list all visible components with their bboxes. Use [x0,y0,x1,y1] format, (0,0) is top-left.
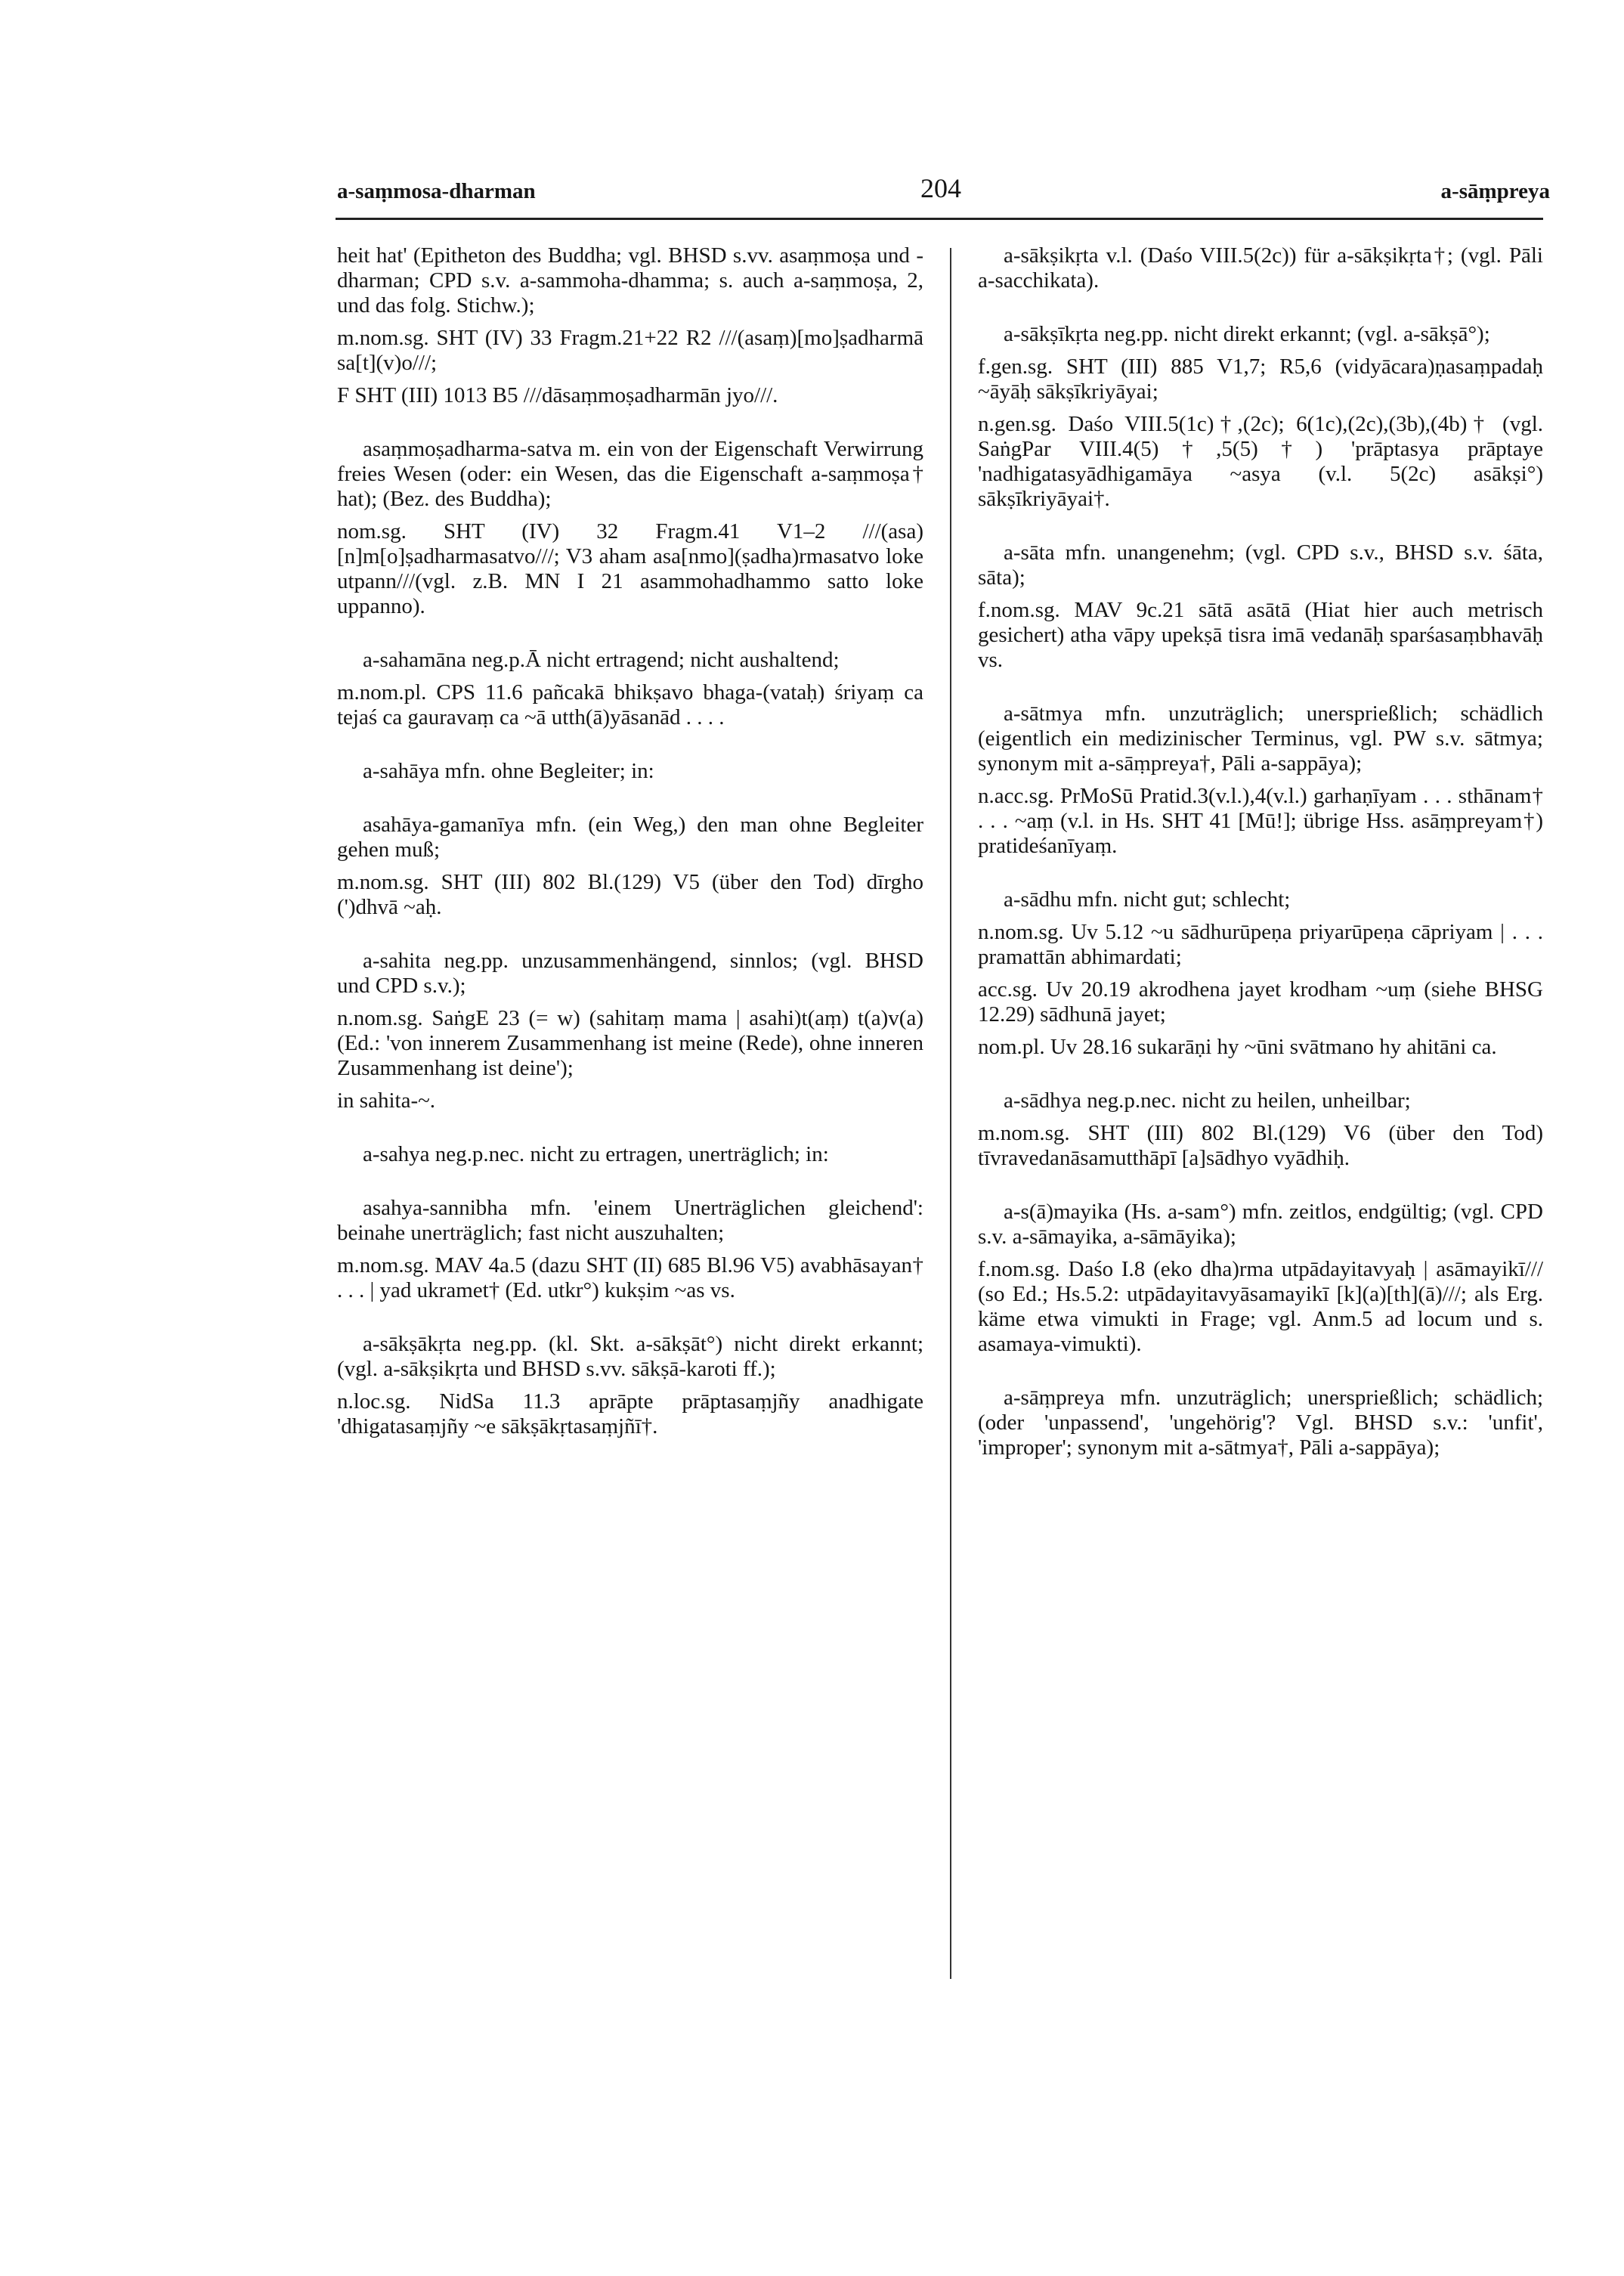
dictionary-entry-head-left: asahya-sannibha mfn. 'einem Unerträglichen gleichend': beinahe unerträglich; fast nicht auszuhalten; [337,1196,923,1245]
dictionary-entry-head-right: a-sātmya mfn. unzuträglich; unersprießlich; schädlich (eigentlich ein medizinischer Terminus, vgl. PW s.v. sātmya; synonym mit a-sāṃpreya†, Pāli a-sappāya); [978,701,1543,776]
dictionary-entry-head-right: a-sāṃpreya mfn. unzuträglich; unersprießlich; schädlich; (oder 'unpassend', 'ungehörig'? Vgl. BHSD s.v.: 'unfit', 'improper'; synonym mit a-sātmya†, Pāli a-sappāya); [978,1386,1543,1460]
dictionary-entry-head-left: asaṃmoṣadharma-satva m. ein von der Eigenschaft Verwirrung freies Wesen (oder: ein Wesen, das die Eigenschaft a-saṃmoṣa† hat); (Bez. des Buddha); [337,437,923,511]
dictionary-entry-head-right: a-sākṣikṛta v.l. (Daśo VIII.5(2c)) für a-sākṣikṛta†; (vgl. Pāli a-sacchikata). [978,243,1543,293]
header-rule [336,218,1543,220]
dictionary-citation-left: in sahita-~. [337,1088,436,1113]
dictionary-citation-left: m.nom.sg. MAV 4a.5 (dazu SHT (II) 685 Bl.96 V5) avabhāsayan† . . . | yad ukramet† (Ed. utkr°) kukṣim ~as vs. [337,1253,923,1302]
dictionary-citation-right: n.acc.sg. PrMoSū Pratid.3(v.l.),4(v.l.) garhaṇīyam . . . sthānam† . . . ~aṃ (v.l. in Hs. SHT 41 [Mū!]; übrige Hss. asāṃpreyam†) pratideśanīyaṃ. [978,784,1543,858]
header-left-guideword: a-saṃmosa-dharman [337,179,536,203]
dictionary-entry-head-left: a-sākṣākṛta neg.pp. (kl. Skt. a-sākṣāt°) nicht direkt erkannt; (vgl. a-sākṣikṛta und BHSD s.vv. sākṣā-karoti ff.); [337,1332,923,1381]
dictionary-entry-head-left: asahāya-gamanīya mfn. (ein Weg,) den man ohne Begleiter gehen muß; [337,813,923,862]
dictionary-citation-left: m.nom.sg. SHT (III) 802 Bl.(129) V5 (über den Tod) dīrgho (')dhvā ~aḥ. [337,870,923,919]
dictionary-citation-right: n.nom.sg. Uv 5.12 ~u sādhurūpeṇa priyarūpeṇa cāpriyam | . . . pramattān abhimardati; [978,920,1543,969]
dictionary-citation-left: m.nom.sg. SHT (IV) 33 Fragm.21+22 R2 ///(asaṃ)[mo]ṣadharmā sa[t](v)o///; [337,326,923,375]
dictionary-citation-right: m.nom.sg. SHT (III) 802 Bl.(129) V6 (über den Tod) tīvravedanāsamutthāpī [a]sādhyo vyādhiḥ. [978,1121,1543,1170]
dictionary-citation-left: n.loc.sg. NidSa 11.3 aprāpte prāptasaṃjñy anadhigate 'dhigatasaṃjñy ~e sākṣākṛtasaṃjñī†. [337,1389,923,1438]
dictionary-citation-right: nom.pl. Uv 28.16 sukarāṇi hy ~ūni svātmano hy ahitāni ca. [978,1035,1497,1059]
dictionary-citation-right: f.nom.sg. Daśo I.8 (eko dha)rma utpādayitavyaḥ | asāmayikī/// (so Ed.; Hs.5.2: utpādayitavyāsamayikī [k](a)[th](ā)///; als Erg. käme etwa vimukti in Frage; vgl. Anm.5 ad locum und s. asamaya-vimukti). [978,1257,1543,1356]
dictionary-citation-right: n.gen.sg. Daśo VIII.5(1c)†,(2c); 6(1c),(2c),(3b),(4b)† (vgl. SaṅgPar VIII.4(5)†,5(5)†) 'prāptasya prāptaye 'nadhigatasyādhigamāya ~asya (v.l. 5(2c) asākṣi°) sākṣīkriyāyai†. [978,412,1543,511]
dictionary-citation-right: f.gen.sg. SHT (III) 885 V1,7; R5,6 (vidyācara)ṇasaṃpadaḥ ~āyāḥ sākṣīkriyāyai; [978,355,1543,404]
right-column [978,243,1543,1468]
page-number: 204 [920,173,961,203]
dictionary-entry-head-right: a-sādhya neg.p.nec. nicht zu heilen, unheilbar; [1004,1088,1411,1113]
dictionary-citation-right: acc.sg. Uv 20.19 akrodhena jayet krodham ~uṃ (siehe BHSG 12.29) sādhunā jayet; [978,977,1543,1027]
dictionary-citation-right: f.nom.sg. MAV 9c.21 sātā asātā (Hiat hier auch metrisch gesichert) atha vāpy upekṣā tisra imā vedanāḥ sparśasaṃbhavāḥ vs. [978,598,1543,672]
dictionary-citation-left: m.nom.pl. CPS 11.6 pañcakā bhikṣavo bhaga-(vataḥ) śriyaṃ ca tejaś ca gauravaṃ ca ~ā utth(ā)yāsanād . . . . [337,680,923,729]
dictionary-entry-head-right: a-s(ā)mayika (Hs. a-sam°) mfn. zeitlos, endgültig; (vgl. CPD s.v. a-sāmayika, a-sāmāyika); [978,1200,1543,1249]
dictionary-entry-head-left: a-sahamāna neg.p.Ā nicht ertragend; nicht aushaltend; [363,648,840,672]
dictionary-entry-head-right: a-sākṣīkṛta neg.pp. nicht direkt erkannt; (vgl. a-sākṣā°); [1004,322,1490,346]
dictionary-citation-left: n.nom.sg. SaṅgE 23 (= w) (sahitaṃ mama | asahi)t(aṃ) t(a)v(a) (Ed.: 'von innerem Zusammenhang ist meine (Rede), ohne inneren Zusammenhang ist deine'); [337,1006,923,1080]
dictionary-citation-left: heit hat' (Epitheton des Buddha; vgl. BHSD s.vv. asaṃmoṣa und -dharman; CPD s.v. a-sammoha-dhamma; s. auch a-saṃmoṣa, 2, und das folg. Stichw.); [337,243,923,317]
header-right-guideword: a-sāṃpreya [1440,179,1550,203]
dictionary-citation-left: F SHT (III) 1013 B5 ///dāsaṃmoṣadharmān jyo///. [337,383,778,407]
dictionary-entry-head-left: a-sahya neg.p.nec. nicht zu ertragen, unerträglich; in: [363,1142,829,1166]
dictionary-entry-head-left: a-sahāya mfn. ohne Begleiter; in: [363,759,654,783]
dictionary-entry-head-right: a-sādhu mfn. nicht gut; schlecht; [1004,887,1291,912]
left-column [337,243,923,1447]
column-divider [950,248,951,1979]
dictionary-citation-left: nom.sg. SHT (IV) 32 Fragm.41 V1–2 ///(asa)[n]m[o]ṣadharmasatvo///; V3 aham asa[nmo](ṣadha)rmasatvo loke utpann///(vgl. z.B. MN I 21 asammohadhammo satto loke uppanno). [337,519,923,618]
dictionary-entry-head-left: a-sahita neg.pp. unzusammenhängend, sinnlos; (vgl. BHSD und CPD s.v.); [337,949,923,998]
dictionary-entry-head-right: a-sāta mfn. unangenehm; (vgl. CPD s.v., BHSD s.v. śāta, sāta); [978,540,1543,590]
